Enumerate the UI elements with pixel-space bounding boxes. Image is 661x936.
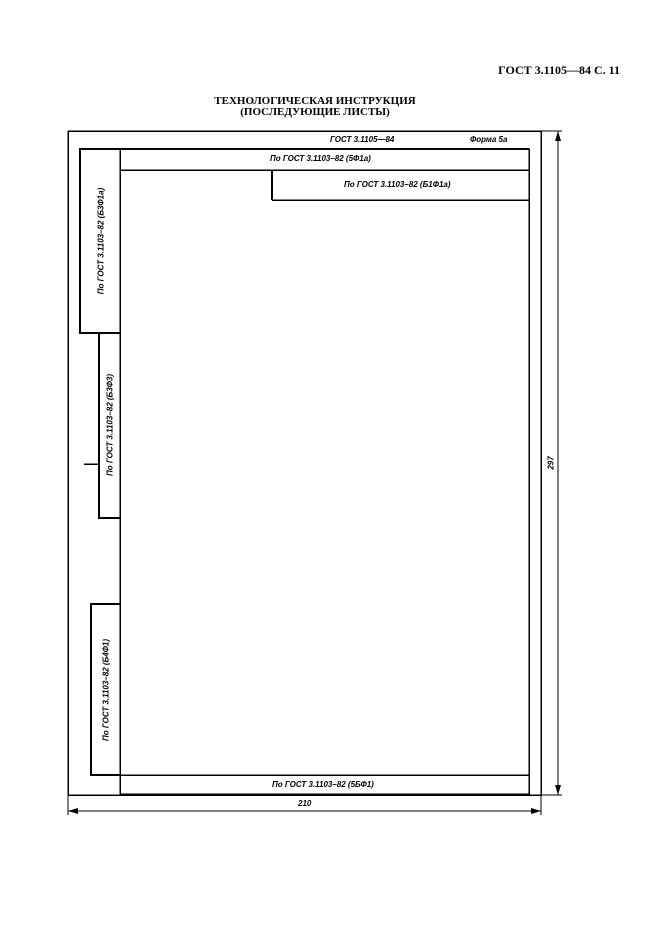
outer-sheet-border (68, 131, 541, 795)
width-arrow-left (68, 808, 78, 814)
inner-frame (120, 149, 529, 794)
left-block-2-label: По ГОСТ 3.1103–82 (Б3Ф3) (105, 373, 115, 477)
bottom-block-label: По ГОСТ 3.1103–82 (5БФ1) (272, 780, 374, 789)
page-subtitle: (ПОСЛЕДУЮЩИЕ ЛИСТЫ) (240, 106, 390, 118)
form-number-label: Форма 5а (470, 135, 508, 144)
height-arrow-top (555, 131, 561, 141)
width-arrow-right (531, 808, 541, 814)
top-block-label: По ГОСТ 3.1103–82 (5Ф1а) (270, 154, 371, 163)
page-header: ГОСТ 3.1105—84 С. 11 (498, 63, 620, 77)
height-dimension-label: 297 (546, 456, 556, 470)
second-block-label: По ГОСТ 3.1103–82 (Б1Ф1а) (344, 180, 451, 189)
width-dimension-label: 210 (298, 799, 312, 808)
page-title: ТЕХНОЛОГИЧЕСКАЯ ИНСТРУКЦИЯ (214, 95, 416, 107)
left-block-3-label: По ГОСТ 3.1103–82 (Б4Ф1) (101, 638, 111, 742)
height-arrow-bottom (555, 785, 561, 795)
left-block-1-label: По ГОСТ 3.1103–82 (Б3Ф1а) (96, 187, 106, 295)
form-standard-label: ГОСТ 3.1105—84 (330, 135, 395, 144)
